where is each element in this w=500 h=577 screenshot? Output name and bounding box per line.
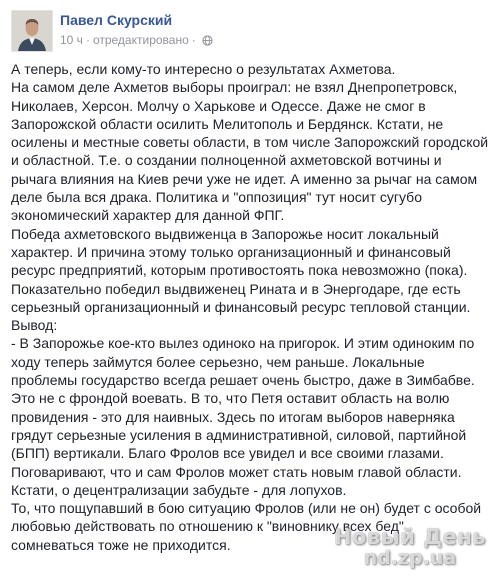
post-text-line: серьезный организационный и финансовый ресурс тепловой станции. — [11, 298, 471, 315]
post-text-line: и областной. Т.е. о создании полноценной ахметовской вотчины и — [11, 152, 442, 169]
post-body — [11, 60, 493, 554]
site-watermark — [334, 525, 486, 569]
post-text-line: сомневаться тоже не приходится. — [11, 536, 231, 553]
author-name[interactable]: Павел Скурский — [60, 12, 173, 28]
post-text-line: Поговаривают, что и сам Фролов может стать новым главой области. — [11, 463, 462, 480]
author-avatar[interactable] — [11, 10, 53, 52]
post-text-line: грядут серьезные усиления в административной, силовой, партийной — [11, 426, 467, 443]
post-text-line: деле была вся драка. Политика и "оппозиция" тут носит сугубо — [11, 189, 422, 206]
globe-icon — [202, 35, 213, 46]
post-text-line: Кстати, о децентрализации забудьте - для лопухов. — [11, 481, 347, 498]
post-text-line: проблемы государство всегда решает очень быстро, даже в Зимбабве. — [11, 372, 475, 389]
post-text-line: (БПП) вертикали. Благо Фролов все увидел и все своими глазами. — [11, 445, 444, 462]
edited-label[interactable]: отредактировано — [92, 33, 189, 47]
post-text-line: На самом деле Ахметов выборы проиграл: не взял Днепропетровск, — [11, 79, 458, 96]
meta-separator: · — [85, 33, 90, 47]
post-timestamp[interactable]: 10 ч — [60, 33, 83, 47]
post-text-line: Запорожской области осилить Мелитополь и Бердянск. Кстати, не — [11, 115, 444, 132]
post-text-line: Показательно победил выдвиженец Рината и в Энергодаре, где есть — [11, 280, 461, 297]
post-text-line: Это не с фрондой воевать. В то, что Петя оставит область на волю — [11, 390, 450, 407]
watermark-title: Новый День — [333, 525, 486, 549]
post-text-line: А теперь, если кому-то интересно о результатах Ахметова. — [11, 61, 396, 77]
post-text-line: Николаев, Херсон. Молчу о Харькове и Одессе. Даже не смог в — [11, 97, 426, 114]
post-text-line: рычага влияния на Киев речи уже не идет. А именно за рычаг на самом — [11, 170, 478, 187]
post-text-line: То, что пощупавший в бою ситуацию Фролов (или не он) будет с особой — [11, 500, 482, 517]
post-text-line: Победа ахметовского выдвиженца в Запорожье носит локальный — [11, 225, 439, 242]
post-text-line: осилены и местные советы области, в том числе Запорожский городской — [11, 134, 489, 151]
post-text-line: любовью действовать по отношению к "виновнику всех бед" — [11, 518, 404, 535]
post-text-line: провидения - это для наивных. Здесь по итогам выборов наверняка — [11, 408, 455, 425]
post-text-line: характер. И причина этому только организационный и финансовый — [11, 243, 451, 260]
post-text-line: ходу теперь займутся более серьезно, чем раньше. Локальные — [11, 353, 425, 370]
watermark-url: nd.zp.ua — [363, 547, 457, 569]
post-text-line: экономический характер для данной ФПГ. — [11, 207, 285, 224]
post-text-line: ресурс предприятий, которым противостоять пока невозможно (пока). — [11, 262, 468, 279]
post-meta — [60, 33, 213, 47]
post-text-line: - В Запорожье кое-кто вылез одиноко на пригорок. И этим одиноким по — [11, 335, 475, 352]
meta-separator-2: · — [191, 33, 196, 47]
post-text-line: Вывод: — [11, 317, 58, 334]
